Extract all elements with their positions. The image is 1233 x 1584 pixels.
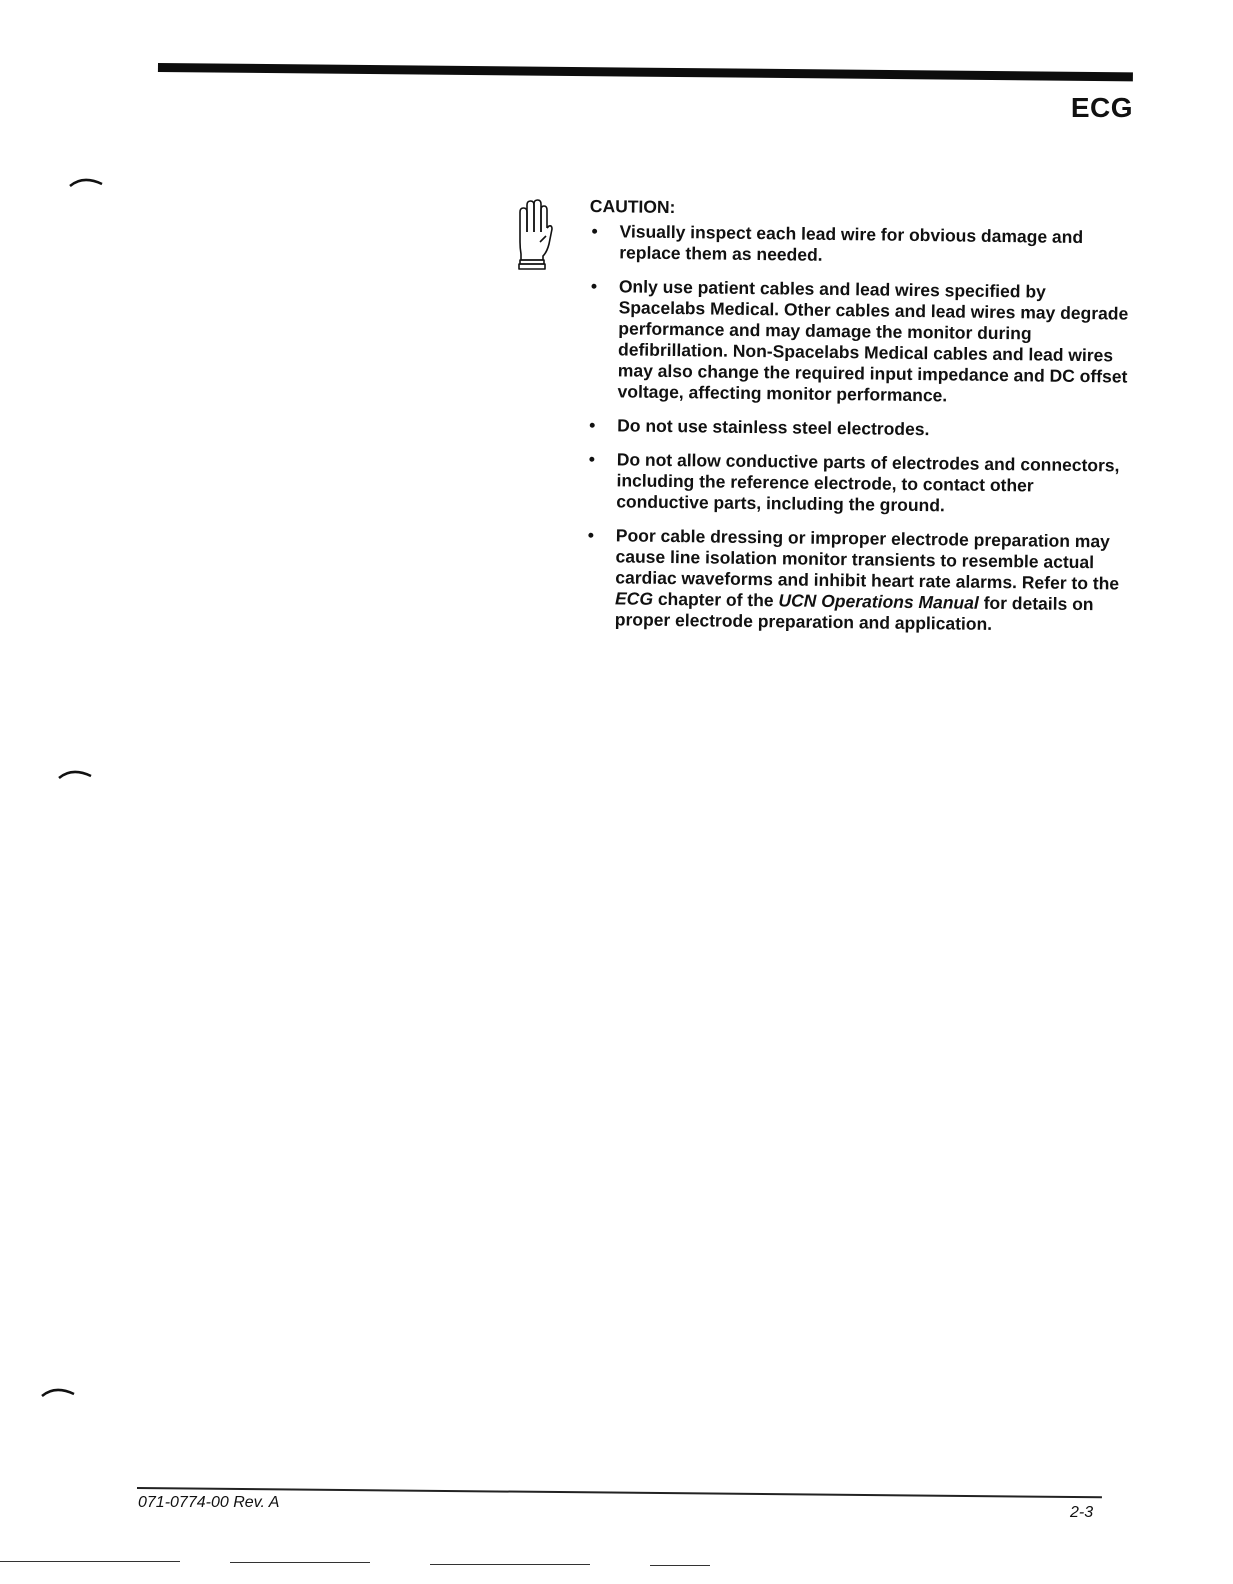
caution-item-text: Only use patient cables and lead wires specified by Spacelabs Medical. Other cables and lead wires may degrade performance and may damage the monitor during defibrillation. Non-Spacelabs Medical cables and lead wires may also change the required input impedance and DC offset voltage, affecting monitor performance. [617,276,1129,406]
caution-item-stainless-steel [587,415,1127,443]
caution-block [585,196,1130,650]
caution-item-specified-cables [587,276,1128,409]
header-rule [158,63,1133,81]
caution-text-part: chapter of the [657,588,774,611]
binder-hole-mark-bottom [40,1384,80,1398]
document-number: 071-0774-00 Rev. A [138,1494,280,1511]
raised-hand-icon [515,198,553,270]
caution-text-part: for details on proper electrode preparation and application. [614,592,1094,634]
caution-item-cable-dressing [585,525,1126,637]
caution-text-part: Poor cable dressing or improper electrode preparation may cause line isolation monitor transients to resemble actual cardiac waveforms and inhibit heart rate alarms. Refer to the [615,525,1120,594]
bullet-icon: • [591,221,598,242]
caution-label: CAUTION: [589,196,676,218]
bullet-icon: • [588,449,596,470]
caution-item-text: Do not allow conductive parts of electrodes and connectors, including the reference electrode, to contact other conductive parts, including the ground. [616,449,1120,516]
bullet-icon: • [590,276,598,297]
bullet-icon: • [589,415,596,436]
caution-item-text [615,525,1120,634]
caution-item-conductive-parts [586,449,1127,519]
scan-edge-line [230,1562,370,1563]
scan-edge-line [650,1565,710,1566]
caution-item-inspect-lead-wires [589,221,1129,270]
operations-manual-reference: UCN Operations Manual [778,590,979,613]
binder-hole-mark-middle [57,766,97,780]
footer-rule [137,1487,1102,1498]
caution-list [585,221,1130,637]
bullet-icon: • [587,524,595,546]
ecg-chapter-reference: ECG [614,588,654,609]
scan-edge-line [430,1564,590,1565]
caution-item-text: Visually inspect each lead wire for obvious damage and replace them as needed. [619,221,1084,265]
scan-edge-line [0,1561,180,1562]
caution-item-text: Do not use stainless steel electrodes. [617,415,930,440]
chapter-title: ECG [1070,92,1133,123]
binder-hole-mark-top [68,174,108,188]
page-number: 2-3 [1070,1504,1094,1521]
